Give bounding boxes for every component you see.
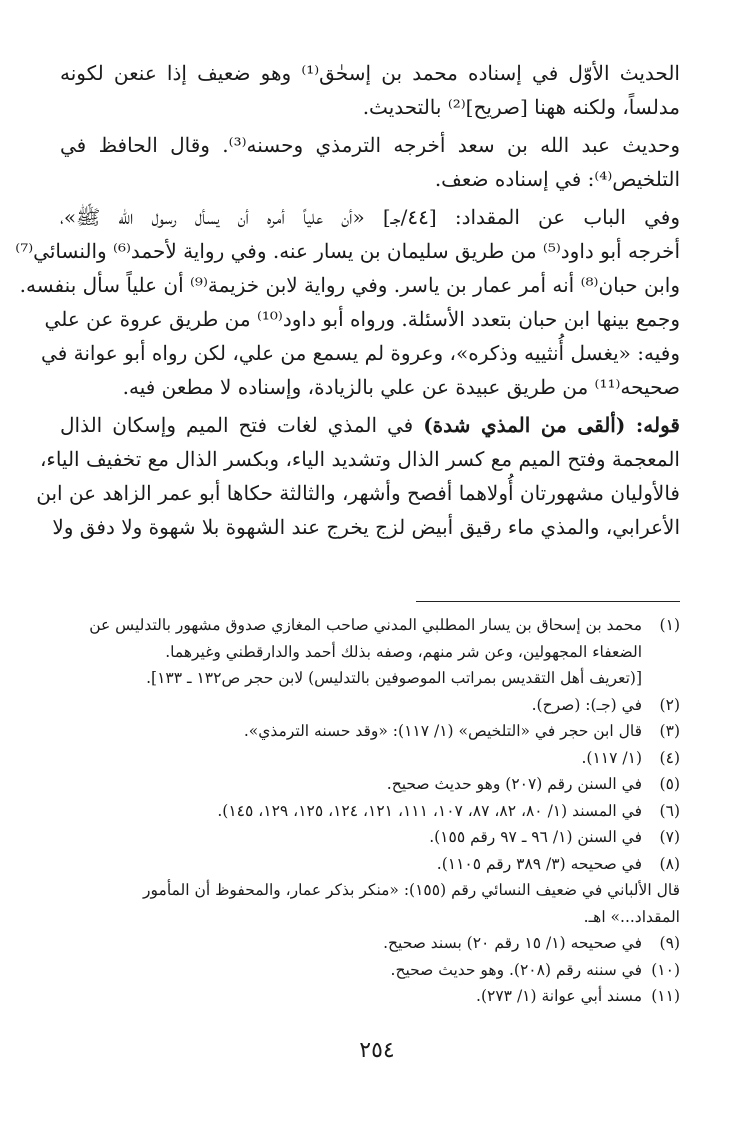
footnote-text: في صحيحه (٣/ ٣٨٩ رقم ١١٠٥).	[436, 854, 642, 873]
footnote-8-continuation	[60, 877, 680, 930]
footnote-divider	[416, 601, 680, 602]
footnote-text: المقداد...» اهـ.	[583, 907, 680, 926]
text-line: وجمع بينها ابن حبان بتعدد الأسئلة. ورواه أبو داود⁽¹⁰⁾ من طريق عروة عن علي	[44, 307, 680, 331]
text-line: وفيه: «يغسل أُنثييه وذكره»، وعروة لم يسمع من علي، لكن رواه أبو عوانة في	[41, 341, 680, 365]
text-line: صحيحه⁽¹¹⁾ من طريق عبيدة عن علي بالزيادة، وإسناده لا مطعن فيه.	[122, 375, 680, 399]
page-number: ٢٥٤	[359, 1038, 395, 1063]
footnote-text: في (جـ): (صرح).	[531, 695, 642, 714]
footnote-9	[60, 930, 680, 957]
text-line: وابن حبان⁽⁸⁾ أنه أمر عمار بن ياسر. وفي رواية لابن خزيمة⁽⁹⁾ أن علياً سأل بنفسه.	[19, 273, 680, 297]
text-line: المعجمة وفتح الميم مع كسر الذال وتشديد الياء، وبكسر الذال مع تخفيف الياء،	[39, 447, 680, 471]
footnote-text: قال ابن حجر في «التلخيص» (١/ ١١٧): «وقد حسنه الترمذي».	[243, 722, 642, 740]
footnote-number: (٤)	[659, 748, 680, 767]
footnote-5	[60, 771, 680, 798]
footnote-text: [(تعريف أهل التقديس بمراتب الموصوفين بالتدليس) لابن حجر ص١٣٢ ـ ١٣٣].	[146, 669, 642, 687]
text-line: مدلساً، ولكنه ههنا [صريح]⁽²⁾ بالتحديث.	[362, 95, 680, 119]
paragraph-2	[60, 128, 680, 196]
footnote-text: محمد بن إسحاق بن يسار المطلبي المدني صاحب المغازي صدوق مشهور بالتدليس عن	[89, 616, 642, 634]
text-line: فالأوليان مشهورتان أُولاهما أفصح وأشهر، والثالثة حكاها أبو عمر الزاهد عن ابن	[36, 481, 680, 505]
text-line: أخرجه أبو داود⁽⁵⁾ من طريق سليمان بن يسار عنه. وفي رواية لأحمد⁽⁶⁾ والنسائي⁽⁷⁾	[15, 239, 680, 263]
footnote-text: قال الألباني في ضعيف النسائي رقم (١٥٥): «منكر بذكر عمار، والمحفوظ أن المأمور	[143, 881, 680, 899]
qawluh-label: قوله: (ألقى من المذي شدة)	[423, 413, 680, 437]
footnote-text: مسند أبي عوانة (١/ ٢٧٣).	[476, 987, 642, 1005]
footnote-number: (١٠)	[651, 960, 680, 979]
footnote-text: في سننه رقم (٢٠٨). وهو حديث صحيح.	[390, 960, 642, 979]
footnote-number: (٧)	[659, 828, 680, 846]
footnote-number: (٥)	[659, 775, 680, 793]
footnote-1	[60, 612, 680, 665]
footnote-number: (١١)	[651, 987, 680, 1005]
footnote-4	[60, 745, 680, 772]
main-text	[15, 56, 680, 548]
footnote-text: (١/ ١١٧).	[581, 748, 642, 767]
footnote-number: (٣)	[659, 722, 680, 740]
footnotes	[60, 612, 680, 1010]
footnote-text: في صحيحه (١/ ١٥ رقم ٢٠) بسند صحيح.	[383, 934, 642, 952]
footnote-text: في السنن رقم (٢٠٧) وهو حديث صحيح.	[386, 775, 642, 793]
paragraph-qawluh	[36, 408, 680, 544]
footnote-number: (٢)	[659, 695, 680, 714]
footnote-8	[60, 851, 680, 878]
footnote-6	[60, 798, 680, 825]
footnote-10	[60, 957, 680, 984]
text-line: الأعرابي، والمذي ماء رقيق أبيض لزج يخرج عند الشهوة بلا شهوة ولا دفق ولا	[52, 515, 680, 539]
footnote-text: في السنن (١/ ٩٦ ـ ٩٧ رقم ١٥٥).	[429, 828, 642, 846]
footnote-11	[60, 983, 680, 1010]
text-line: الحديث الأوّل في إسناده محمد بن إسحٰق⁽¹⁾ وهو ضعيف إذا عنعن لكونه	[60, 61, 680, 85]
text-line: وحديث عبد الله بن سعد أخرجه الترمذي وحسنه⁽³⁾. وقال الحافظ في	[60, 133, 680, 157]
footnote-2	[60, 692, 680, 719]
footnote-number: (٨)	[659, 854, 680, 873]
text-line: التلخيص⁽⁴⁾: في إسناده ضعف.	[434, 167, 680, 191]
footnote-text: الضعفاء المجهولين، وعن شر منهم، وصفه بذلك أحمد والدارقطني وغيرهما.	[165, 642, 642, 661]
footnote-3	[60, 718, 680, 745]
footnote-text: في المسند (١/ ٨٠، ٨٢، ٨٧، ١٠٧، ١١١، ١٢١، ١٢٤، ١٢٥، ١٢٩، ١٤٥).	[217, 801, 642, 820]
footnote-1-continuation	[60, 665, 680, 692]
footnote-number: (٩)	[659, 934, 680, 952]
footnote-number: (٦)	[659, 801, 680, 820]
text-line: وفي الباب عن المقداد: [٤٤/جـ] «أن علياً أمره أن يسأل رسول الله ﷺ»،	[60, 205, 680, 229]
footnote-7	[60, 824, 680, 851]
paragraph-3	[15, 200, 680, 404]
footnote-number: (١)	[659, 616, 680, 634]
text-line: في المذي لغات فتح الميم وإسكان الذال	[60, 413, 424, 437]
paragraph-1	[60, 56, 680, 124]
